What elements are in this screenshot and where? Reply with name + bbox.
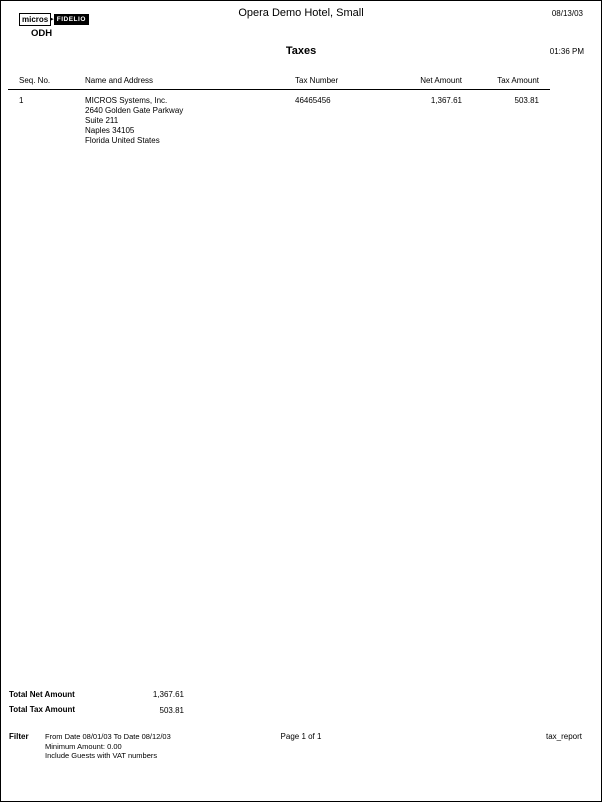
row-name-and-address xyxy=(85,96,183,146)
total-tax-amount-label: Total Tax Amount xyxy=(9,705,76,714)
filter-line-dates: From Date 08/01/03 To Date 08/12/03 xyxy=(45,732,171,741)
address-line: Naples 34105 xyxy=(85,126,135,135)
micros-logo-text: micros xyxy=(19,13,51,26)
row-tax-number: 46465456 xyxy=(295,96,331,105)
total-net-amount-label: Total Net Amount xyxy=(9,690,75,699)
address-line: 2640 Golden Gate Parkway xyxy=(85,106,184,115)
column-header-name-and-address: Name and Address xyxy=(85,76,154,85)
address-line: Suite 211 xyxy=(85,116,119,125)
column-header-seq-no: Seq. No. xyxy=(19,76,51,85)
filter-label: Filter xyxy=(9,732,29,741)
header-divider xyxy=(8,89,550,90)
column-header-net-amount: Net Amount xyxy=(420,76,462,85)
report-title: Taxes xyxy=(285,45,317,57)
filter-line-vat: Include Guests with VAT numbers xyxy=(45,751,158,760)
logo-arrow-icon: ▸ xyxy=(50,16,54,23)
hotel-title: Opera Demo Hotel, Small xyxy=(238,7,364,19)
row-net-amount: 1,367.61 xyxy=(430,96,462,105)
report-time: 01:36 PM xyxy=(549,47,584,56)
row-tax-amount: 503.81 xyxy=(514,96,539,105)
address-line: Florida United States xyxy=(85,136,160,145)
total-net-amount-value: 1,367.61 xyxy=(152,690,184,699)
row-seq-no: 1 xyxy=(19,96,24,105)
property-code: ODH xyxy=(31,28,53,39)
filter-line-minimum-amount: Minimum Amount: 0.00 xyxy=(45,741,122,751)
column-header-tax-amount: Tax Amount xyxy=(497,76,539,85)
address-line: MICROS Systems, Inc. xyxy=(85,96,168,105)
column-header-tax-number: Tax Number xyxy=(295,76,339,85)
report-date: 08/13/03 xyxy=(551,9,583,18)
report-file-name: tax_report xyxy=(545,732,582,741)
fidelio-logo-text: FIDELIO xyxy=(54,14,89,25)
page-number: Page 1 of 1 xyxy=(280,732,322,741)
total-tax-amount-value: 503.81 xyxy=(159,706,184,715)
